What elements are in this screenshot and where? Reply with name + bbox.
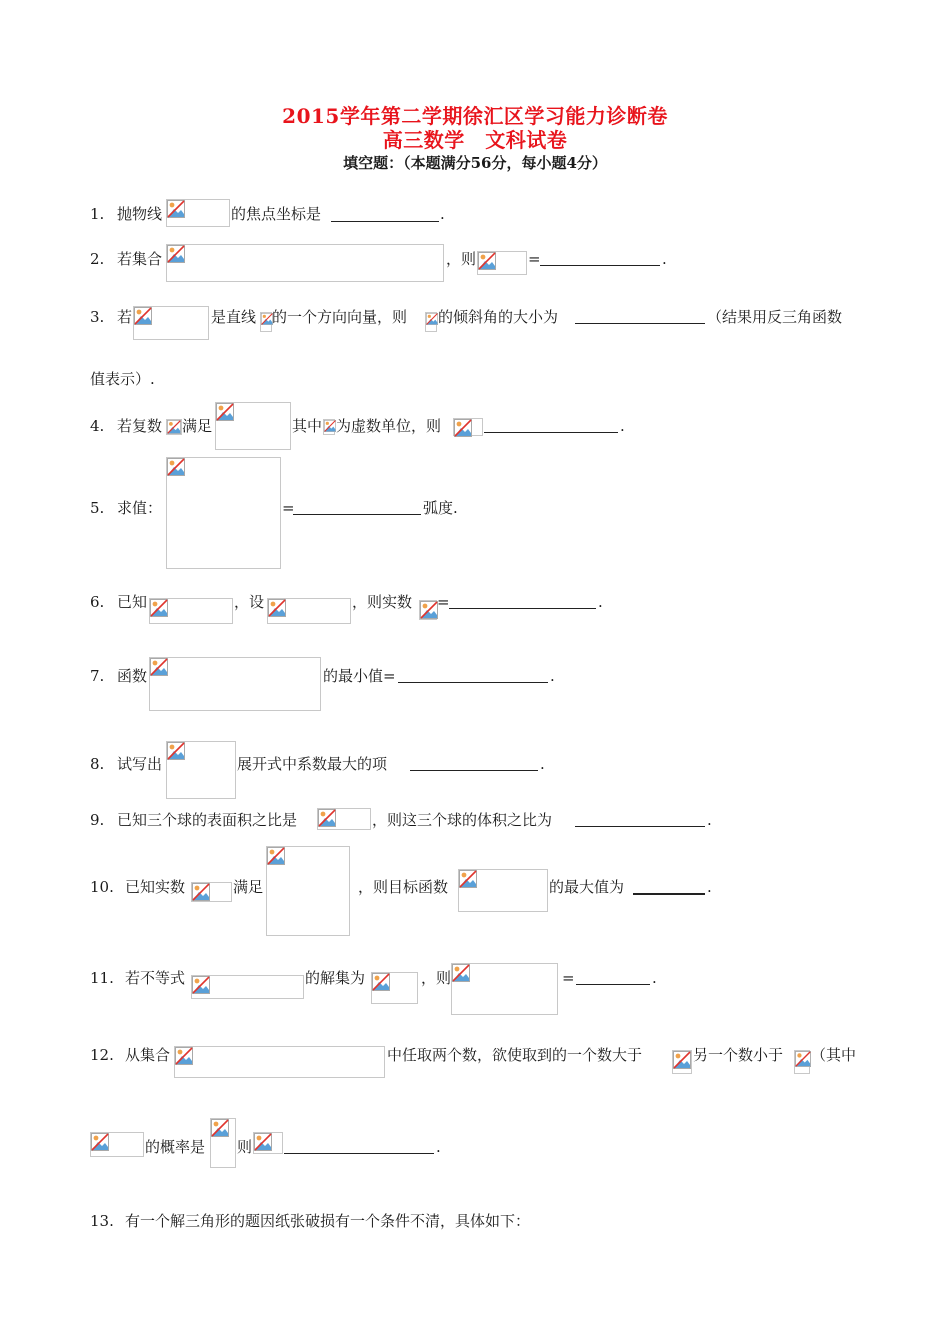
answer-blank[interactable] (449, 608, 596, 609)
formula-image (794, 1050, 810, 1074)
formula-image (191, 882, 232, 902)
formula-image (477, 251, 527, 275)
formula-image (323, 419, 335, 435)
formula-image (451, 963, 558, 1015)
question-text: 抛物线 (117, 205, 163, 223)
broken-image-icon (267, 847, 285, 865)
broken-image-icon (324, 420, 336, 432)
broken-image-icon (167, 420, 181, 434)
question-text: 的倾斜角的大小为 (438, 308, 559, 326)
formula-image (166, 244, 444, 282)
question-text: 是直线 (211, 308, 257, 326)
question-text: . (540, 755, 545, 773)
question-number: 4. (90, 417, 105, 435)
question-number: 2. (90, 250, 105, 268)
question-text: 中任取两个数，欲使取到的一个数大于 (387, 1046, 643, 1064)
formula-image (149, 598, 233, 624)
answer-blank[interactable] (540, 265, 660, 266)
answer-blank[interactable] (398, 682, 548, 683)
broken-image-icon (795, 1051, 811, 1067)
broken-image-icon (134, 307, 152, 325)
formula-image (174, 1046, 385, 1078)
answer-blank[interactable] (293, 514, 421, 515)
question-text: = (562, 969, 575, 987)
formula-image (672, 1050, 692, 1074)
question-text: 值表示）. (90, 370, 155, 388)
answer-blank[interactable] (284, 1153, 434, 1154)
question-text: ，设 (234, 593, 265, 611)
formula-image (215, 402, 291, 450)
question-text: 则 (237, 1138, 253, 1156)
broken-image-icon (175, 1047, 193, 1065)
formula-image (133, 306, 209, 340)
broken-image-icon (459, 870, 477, 888)
broken-image-icon (150, 658, 168, 676)
broken-image-icon (478, 252, 496, 270)
formula-image (166, 419, 182, 435)
formula-image (149, 657, 321, 711)
question-text: 的最小值= (323, 667, 396, 685)
question-text: 若 (117, 308, 133, 326)
question-text: . (652, 969, 657, 987)
formula-image (317, 808, 371, 830)
question-text: 展开式中系数最大的项 (237, 755, 388, 773)
formula-image (260, 312, 272, 332)
question-number: 8. (90, 755, 105, 773)
question-text: 试写出 (117, 755, 163, 773)
answer-blank[interactable] (575, 826, 705, 827)
broken-image-icon (216, 403, 234, 421)
formula-image (453, 418, 483, 436)
broken-image-icon (192, 883, 210, 901)
doc-title-line1: 2015学年第二学期徐汇区学习能力诊断卷 (282, 104, 668, 128)
question-text: . (550, 667, 555, 685)
question-text: 若不等式 (125, 969, 186, 987)
broken-image-icon (372, 973, 390, 991)
question-text: 满足 (182, 417, 213, 435)
question-text: = (437, 593, 450, 611)
question-number: 1. (90, 205, 105, 223)
formula-image (90, 1132, 144, 1157)
broken-image-icon (167, 245, 185, 263)
question-text: . (620, 417, 625, 435)
question-text: 求值： (117, 499, 163, 517)
question-text: 其中 (292, 417, 323, 435)
broken-image-icon (318, 809, 336, 827)
question-number: 5. (90, 499, 105, 517)
question-text: ，则 (446, 250, 477, 268)
formula-image (458, 869, 548, 912)
broken-image-icon (268, 599, 286, 617)
question-text: 的解集为 (305, 969, 366, 987)
section-heading: 填空题：（本题满分56分，每小题4分） (343, 154, 607, 172)
formula-image (191, 975, 304, 999)
broken-image-icon (150, 599, 168, 617)
question-text: . (440, 205, 445, 223)
question-text: （结果用反三角函数 (707, 308, 843, 326)
broken-image-icon (673, 1051, 691, 1069)
answer-blank[interactable] (331, 221, 439, 222)
broken-image-icon (167, 458, 185, 476)
answer-blank[interactable] (410, 770, 538, 771)
question-text: 已知三个球的表面积之比是 (117, 811, 298, 829)
question-number: 13. (90, 1212, 114, 1230)
question-number: 6. (90, 593, 105, 611)
question-text: （其中 (811, 1046, 857, 1064)
question-text: 为虚数单位，则 (336, 417, 442, 435)
question-number: 7. (90, 667, 105, 685)
question-text: . (707, 878, 712, 896)
formula-image (371, 972, 418, 1004)
question-text: 另一个数小于 (693, 1046, 784, 1064)
question-text: 若复数 (117, 417, 163, 435)
question-text: 的一个方向向量，则 (272, 308, 408, 326)
question-text: . (707, 811, 712, 829)
question-text: = (282, 499, 295, 517)
question-text: 的焦点坐标是 (231, 205, 322, 223)
broken-image-icon (167, 742, 185, 760)
question-text: . (436, 1138, 441, 1156)
answer-blank[interactable] (633, 893, 705, 895)
question-text: ，则实数 (352, 593, 413, 611)
question-number: 3. (90, 308, 105, 326)
question-text: 的最大值为 (549, 878, 625, 896)
question-number: 10. (90, 878, 114, 896)
question-number: 11. (90, 969, 114, 987)
broken-image-icon (254, 1133, 272, 1151)
question-text: ，则目标函数 (358, 878, 449, 896)
broken-image-icon (452, 964, 470, 982)
answer-blank[interactable] (484, 432, 618, 433)
question-text: ，则 (421, 969, 452, 987)
question-text: 弧度. (423, 499, 458, 517)
question-text: 满足 (233, 878, 264, 896)
doc-title-line2: 高三数学 文科试卷 (382, 128, 568, 152)
formula-image (166, 199, 230, 227)
broken-image-icon (420, 601, 438, 619)
answer-blank[interactable] (576, 984, 650, 985)
formula-image (425, 312, 437, 332)
formula-image (266, 846, 350, 936)
question-number: 12. (90, 1046, 114, 1064)
formula-image (267, 598, 351, 624)
question-text: 已知实数 (125, 878, 186, 896)
broken-image-icon (426, 313, 438, 325)
question-text: . (662, 250, 667, 268)
broken-image-icon (454, 419, 472, 437)
question-text: = (528, 250, 541, 268)
broken-image-icon (211, 1119, 229, 1137)
formula-image (419, 600, 437, 620)
broken-image-icon (192, 976, 210, 994)
formula-image (166, 741, 236, 799)
question-text: 若集合 (117, 250, 163, 268)
broken-image-icon (167, 200, 185, 218)
question-text: 有一个解三角形的题因纸张破损有一个条件不清，具体如下： (125, 1212, 531, 1230)
question-text: . (598, 593, 603, 611)
question-number: 9. (90, 811, 105, 829)
question-text: 的概率是 (145, 1138, 206, 1156)
broken-image-icon (91, 1133, 109, 1151)
answer-blank[interactable] (575, 323, 705, 324)
question-text: ，则这三个球的体积之比为 (372, 811, 553, 829)
question-text: 从集合 (125, 1046, 171, 1064)
question-text: 函数 (117, 667, 148, 685)
formula-image (253, 1132, 283, 1154)
formula-image (166, 457, 281, 569)
formula-image (210, 1118, 236, 1168)
question-text: 已知 (117, 593, 148, 611)
